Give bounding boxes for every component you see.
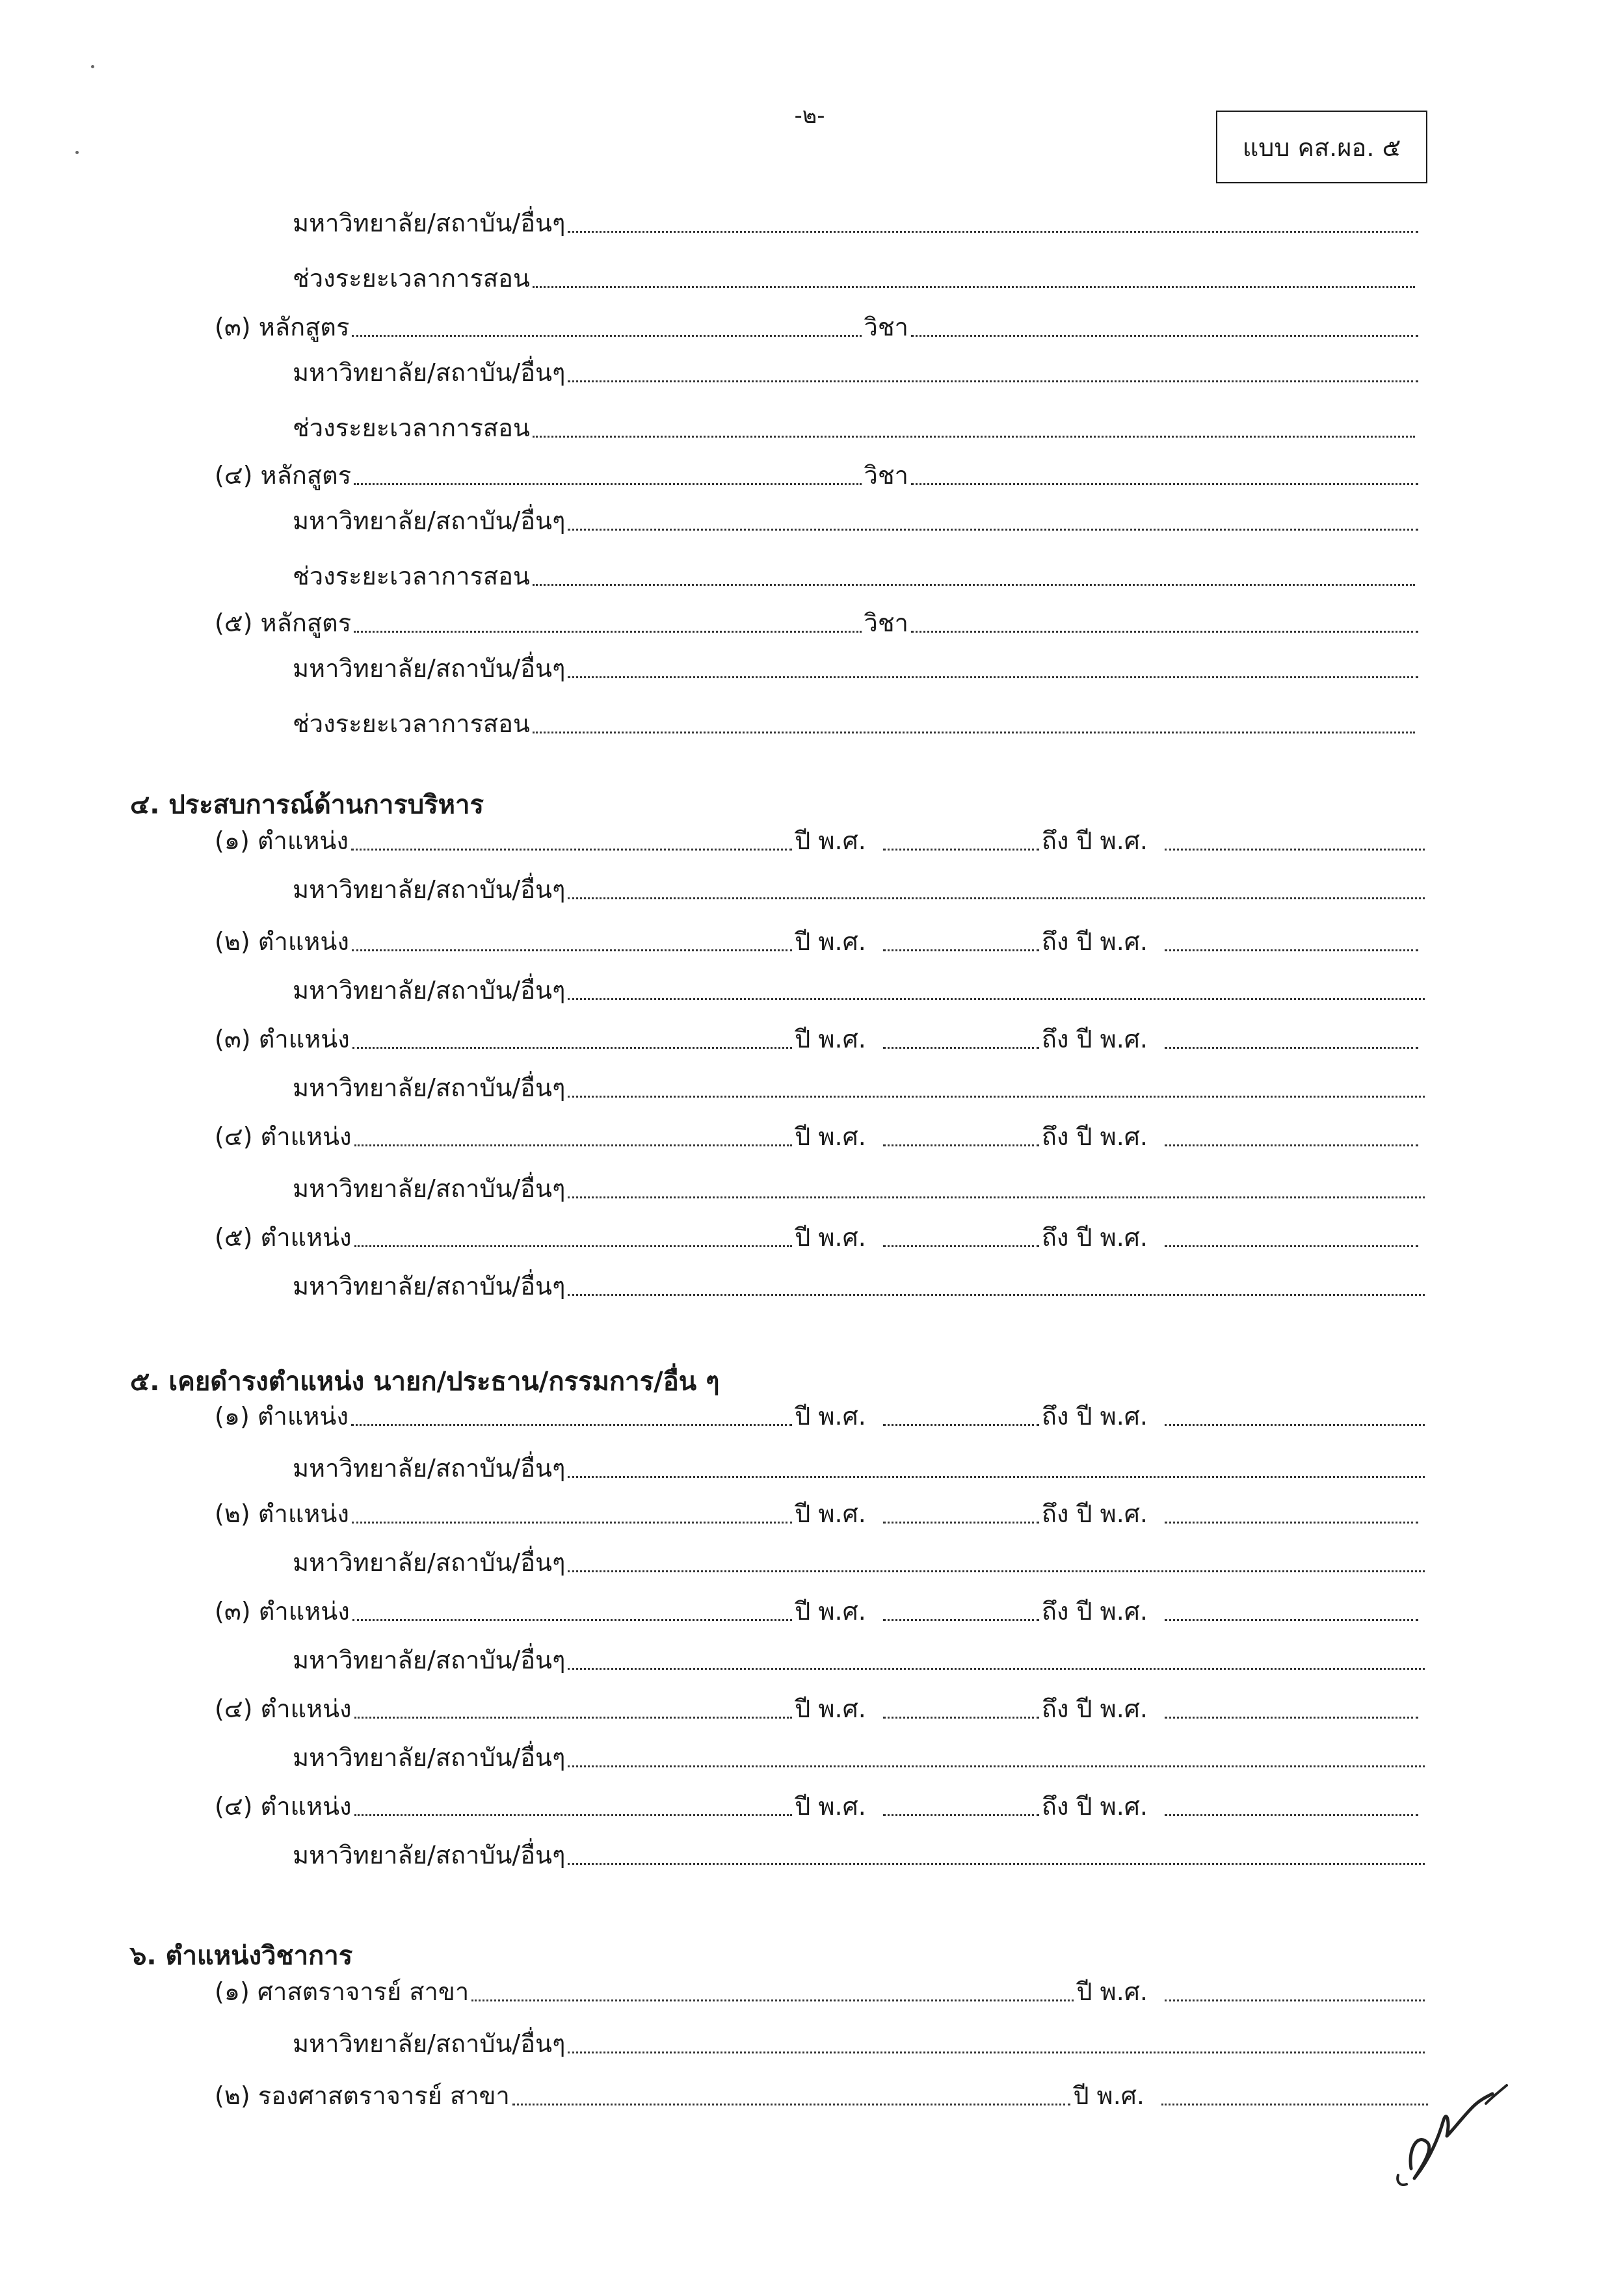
from-year-field[interactable]	[883, 1522, 1039, 1524]
course-field[interactable]	[354, 631, 861, 633]
year-label: ปี พ.ศ.	[795, 1499, 866, 1528]
subject-label: วิชา	[864, 313, 908, 341]
item-number: (๔)	[215, 1122, 253, 1151]
position-line[interactable]	[215, 813, 1427, 860]
signature-initials	[1388, 2071, 1531, 2201]
professor-label: ศาสตราจารย์ สาขา	[257, 1977, 470, 2006]
form-code: แบบ คส.ผอ. ๕	[1242, 133, 1401, 162]
subject-label: วิชา	[864, 609, 908, 637]
teaching-period-label: ช่วงระยะเวลาการสอน	[293, 562, 530, 590]
to-year-label: ถึง ปี พ.ศ.	[1041, 927, 1148, 956]
from-year-field[interactable]	[883, 1424, 1039, 1426]
year-label: ปี พ.ศ.	[795, 826, 866, 855]
section-6-title: ๖. ตำแหน่งวิชาการ	[130, 1941, 353, 1971]
item-number: (๔)	[215, 1792, 253, 1821]
to-year-field[interactable]	[1165, 1424, 1425, 1426]
to-year-label: ถึง ปี พ.ศ.	[1041, 1122, 1148, 1151]
university-label: มหาวิทยาลัย/สถาบัน/อื่นๆ	[293, 1743, 566, 1772]
to-year-field[interactable]	[1165, 1522, 1418, 1524]
item-number: (๒)	[215, 2081, 250, 2110]
section-5-title: ๕. เคยดำรงตำแหน่ง นายก/ประธาน/กรรมการ/อื่น ๆ	[130, 1367, 720, 1397]
teaching-period-field[interactable]	[533, 732, 1415, 733]
university-label: มหาวิทยาลัย/สถาบัน/อื่นๆ	[293, 1074, 566, 1102]
year-label: ปี พ.ศ.	[795, 1223, 866, 1252]
university-field[interactable]	[568, 1765, 1425, 1767]
university-label: มหาวิทยาลัย/สถาบัน/อื่นๆ	[293, 2029, 566, 2058]
position-label: ตำแหน่ง	[258, 927, 349, 956]
university-field[interactable]	[568, 380, 1418, 382]
position-line[interactable]	[215, 1486, 1421, 1533]
university-label: มหาวิทยาลัย/สถาบัน/อื่นๆ	[293, 209, 566, 237]
university-field[interactable]	[568, 1570, 1425, 1572]
to-year-label: ถึง ปี พ.ศ.	[1041, 1597, 1148, 1626]
professor-field-field[interactable]	[471, 1999, 1074, 2001]
position-label: ตำแหน่ง	[258, 1025, 350, 1053]
university-line[interactable]	[293, 962, 1427, 1009]
university-field[interactable]	[568, 1863, 1425, 1865]
position-field[interactable]	[352, 1047, 792, 1049]
to-year-field[interactable]	[1165, 1814, 1418, 1816]
item-number: (๕)	[215, 1223, 253, 1252]
university-field[interactable]	[568, 1476, 1425, 1478]
to-year-field[interactable]	[1165, 1245, 1418, 1247]
course-label: หลักสูตร	[260, 609, 352, 637]
university-label: มหาวิทยาลัย/สถาบัน/อื่นๆ	[293, 1174, 566, 1203]
teaching-period-label: ช่วงระยะเวลาการสอน	[293, 709, 530, 738]
university-field[interactable]	[568, 1196, 1425, 1198]
scan-mark	[75, 151, 79, 154]
university-field[interactable]	[568, 2052, 1425, 2053]
university-line[interactable]	[293, 1258, 1427, 1305]
teaching-course-line[interactable]	[215, 299, 1421, 346]
position-field[interactable]	[351, 849, 792, 851]
university-label: มหาวิทยาลัย/สถาบัน/อื่นๆ	[293, 1548, 566, 1577]
to-year-field[interactable]	[1165, 1717, 1418, 1719]
position-line[interactable]	[215, 914, 1421, 960]
to-year-label: ถึง ปี พ.ศ.	[1041, 826, 1148, 855]
year-label: ปี พ.ศ.	[795, 1025, 866, 1053]
university-line[interactable]	[293, 640, 1421, 687]
teaching-period-field[interactable]	[533, 436, 1415, 438]
university-label: มหาวิทยาลัย/สถาบัน/อื่นๆ	[293, 1454, 566, 1483]
university-field[interactable]	[568, 676, 1418, 678]
university-line[interactable]	[293, 2016, 1427, 2063]
teaching-period-line[interactable]	[293, 548, 1418, 595]
university-line[interactable]	[293, 1535, 1427, 1581]
position-label: ตำแหน่ง	[258, 1597, 350, 1626]
year-label: ปี พ.ศ.	[795, 1597, 866, 1626]
from-year-field[interactable]	[883, 849, 1039, 851]
position-field[interactable]	[352, 1619, 792, 1621]
university-label: มหาวิทยาลัย/สถาบัน/อื่นๆ	[293, 1272, 566, 1300]
from-year-field[interactable]	[883, 1245, 1039, 1247]
from-year-field[interactable]	[883, 1619, 1039, 1621]
university-label: มหาวิทยาลัย/สถาบัน/อื่นๆ	[293, 976, 566, 1005]
university-field[interactable]	[568, 1668, 1425, 1670]
subject-field[interactable]	[911, 483, 1418, 485]
subject-label: วิชา	[864, 461, 908, 490]
page-number: -๒-	[794, 103, 825, 129]
to-year-field[interactable]	[1165, 1619, 1418, 1621]
from-year-field[interactable]	[883, 1047, 1039, 1049]
position-line[interactable]	[215, 1011, 1421, 1058]
university-field[interactable]	[568, 1294, 1425, 1296]
year-field[interactable]	[1165, 1999, 1425, 2001]
position-line[interactable]	[215, 1209, 1421, 1256]
item-number: (๔)	[215, 461, 253, 490]
teaching-period-field[interactable]	[533, 286, 1415, 288]
year-label: ปี พ.ศ.	[795, 927, 866, 956]
to-year-label: ถึง ปี พ.ศ.	[1041, 1792, 1148, 1821]
university-line[interactable]	[293, 1730, 1427, 1776]
subject-field[interactable]	[911, 335, 1418, 337]
teaching-period-label: ช่วงระยะเวลาการสอน	[293, 414, 530, 442]
university-line[interactable]	[293, 493, 1421, 540]
university-field[interactable]	[568, 998, 1425, 1000]
position-label: ตำแหน่ง	[257, 826, 349, 855]
position-field[interactable]	[354, 1717, 793, 1719]
section-4-title: ๔. ประสบการณ์ด้านการบริหาร	[130, 790, 484, 820]
university-label: มหาวิทยาลัย/สถาบัน/อื่นๆ	[293, 1841, 566, 1869]
year-label: ปี พ.ศ.	[1076, 1977, 1148, 2006]
position-line[interactable]	[215, 1109, 1421, 1155]
university-line[interactable]	[293, 1827, 1427, 1874]
university-line[interactable]	[293, 1060, 1427, 1107]
from-year-field[interactable]	[883, 1144, 1039, 1146]
position-label: ตำแหน่ง	[260, 1122, 352, 1151]
teaching-period-line[interactable]	[293, 400, 1418, 447]
year-label: ปี พ.ศ.	[1073, 2081, 1144, 2110]
assoc-professor-field-field[interactable]	[512, 2104, 1071, 2105]
position-line[interactable]	[215, 1778, 1421, 1825]
to-year-label: ถึง ปี พ.ศ.	[1041, 1025, 1148, 1053]
item-number: (๓)	[215, 1025, 251, 1053]
position-line[interactable]	[215, 1681, 1421, 1728]
position-field[interactable]	[354, 1144, 793, 1146]
university-line[interactable]	[293, 1632, 1427, 1679]
item-number: (๔)	[215, 1695, 253, 1723]
to-year-label: ถึง ปี พ.ศ.	[1041, 1223, 1148, 1252]
to-year-field[interactable]	[1165, 1144, 1418, 1146]
year-label: ปี พ.ศ.	[795, 1695, 866, 1723]
item-number: (๒)	[215, 1499, 250, 1528]
item-number: (๑)	[215, 826, 250, 855]
year-label: ปี พ.ศ.	[795, 1792, 866, 1821]
university-label: มหาวิทยาลัย/สถาบัน/อื่นๆ	[293, 358, 566, 387]
position-field[interactable]	[354, 1814, 793, 1816]
university-label: มหาวิทยาลัย/สถาบัน/อื่นๆ	[293, 507, 566, 535]
professor-line[interactable]	[215, 1964, 1427, 2011]
course-field[interactable]	[352, 335, 861, 337]
university-line[interactable]	[293, 1161, 1427, 1207]
to-year-label: ถึง ปี พ.ศ.	[1041, 1695, 1148, 1723]
assoc-professor-line[interactable]	[215, 2068, 1431, 2115]
position-field[interactable]	[352, 1522, 792, 1524]
to-year-label: ถึง ปี พ.ศ.	[1041, 1499, 1148, 1528]
to-year-field[interactable]	[1165, 949, 1418, 951]
to-year-label: ถึง ปี พ.ศ.	[1041, 1402, 1148, 1431]
position-label: ตำแหน่ง	[257, 1402, 349, 1431]
university-line[interactable]	[293, 345, 1421, 391]
item-number: (๒)	[215, 927, 250, 956]
course-label: หลักสูตร	[260, 461, 352, 490]
assoc-professor-label: รองศาสตราจารย์ สาขา	[258, 2081, 510, 2110]
item-number: (๓)	[215, 1597, 251, 1626]
position-label: ตำแหน่ง	[260, 1695, 352, 1723]
university-field[interactable]	[568, 1096, 1425, 1098]
to-year-field[interactable]	[1165, 1047, 1418, 1049]
university-line[interactable]	[293, 862, 1427, 908]
teaching-period-line[interactable]	[293, 696, 1418, 743]
year-label: ปี พ.ศ.	[795, 1122, 866, 1151]
university-label: มหาวิทยาลัย/สถาบัน/อื่นๆ	[293, 1646, 566, 1674]
position-line[interactable]	[215, 1388, 1427, 1435]
teaching-period-line[interactable]	[293, 250, 1418, 297]
form-code-box	[1216, 111, 1427, 183]
university-line[interactable]	[293, 195, 1421, 242]
university-line[interactable]	[293, 1440, 1427, 1487]
teaching-period-label: ช่วงระยะเวลาการสอน	[293, 264, 530, 293]
position-field[interactable]	[351, 1424, 792, 1426]
teaching-course-line[interactable]	[215, 447, 1421, 494]
position-line[interactable]	[215, 1583, 1421, 1630]
university-label: มหาวิทยาลัย/สถาบัน/อื่นๆ	[293, 875, 566, 904]
university-field[interactable]	[568, 529, 1418, 531]
from-year-field[interactable]	[883, 1717, 1039, 1719]
subject-field[interactable]	[911, 631, 1418, 633]
item-number: (๓)	[215, 313, 251, 341]
item-number: (๑)	[215, 1977, 250, 2006]
position-field[interactable]	[352, 949, 792, 951]
university-label: มหาวิทยาลัย/สถาบัน/อื่นๆ	[293, 654, 566, 683]
item-number: (๕)	[215, 609, 253, 637]
university-field[interactable]	[568, 231, 1418, 233]
course-label: หลักสูตร	[258, 313, 350, 341]
position-label: ตำแหน่ง	[260, 1792, 352, 1821]
university-field[interactable]	[568, 897, 1425, 899]
teaching-period-field[interactable]	[533, 584, 1415, 586]
from-year-field[interactable]	[883, 949, 1039, 951]
item-number: (๑)	[215, 1402, 250, 1431]
scan-mark	[91, 65, 94, 68]
year-label: ปี พ.ศ.	[795, 1402, 866, 1431]
from-year-field[interactable]	[883, 1814, 1039, 1816]
teaching-course-line[interactable]	[215, 595, 1421, 642]
position-label: ตำแหน่ง	[258, 1499, 349, 1528]
position-field[interactable]	[354, 1245, 793, 1247]
to-year-field[interactable]	[1165, 849, 1425, 851]
position-label: ตำแหน่ง	[260, 1223, 352, 1252]
course-field[interactable]	[354, 483, 861, 485]
